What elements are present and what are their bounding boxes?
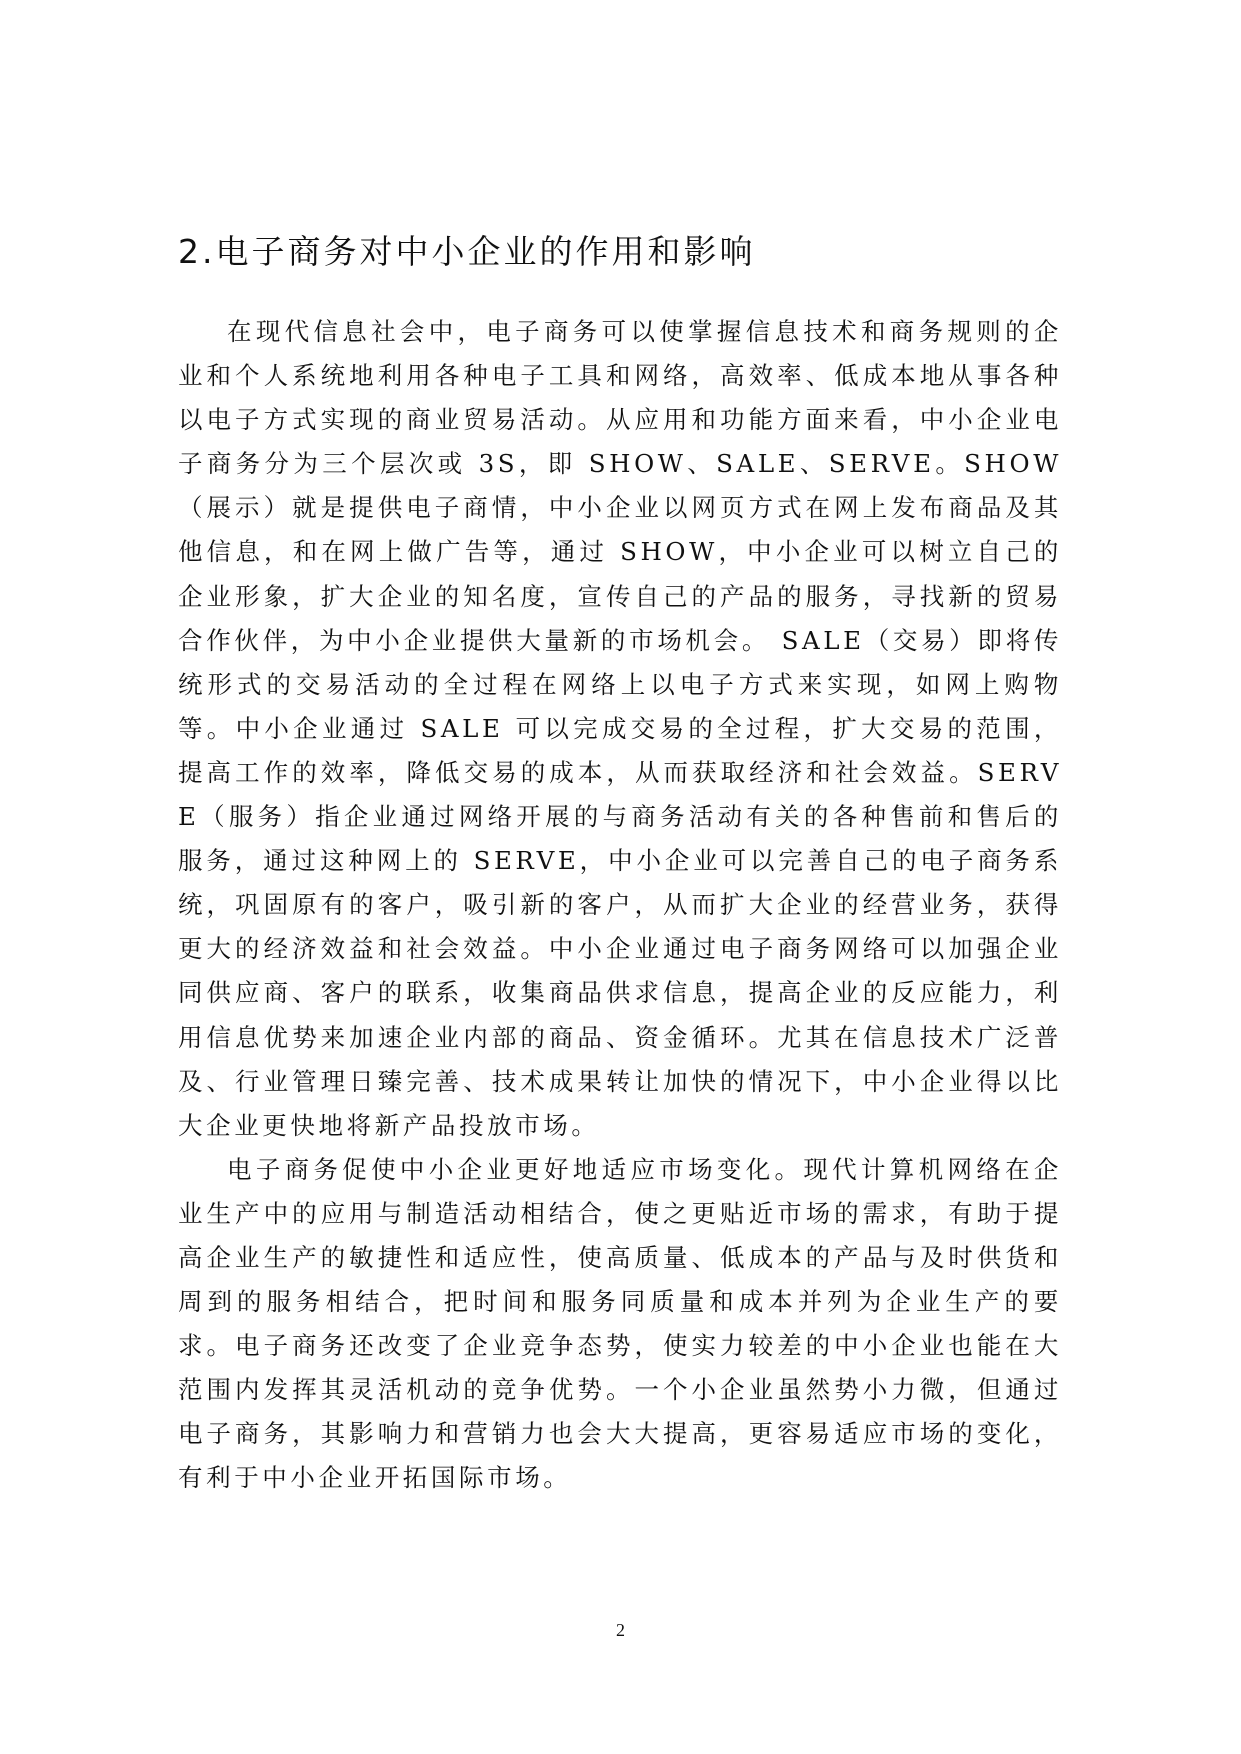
page-number: 2	[616, 1620, 625, 1640]
section-heading: 2.电子商务对中小企业的作用和影响	[178, 232, 756, 271]
paragraph-ecommerce-3s: 在现代信息社会中，电子商务可以使掌握信息技术和商务规则的企业和个人系统地利用各种电子工具和网络，高效率、低成本地从事各种以电子方式实现的商业贸易活动。从应用和功能方面来看，中小企业电子商务分为三个层次或 3S，即 SHOW、SALE、SERVE。SHOW（展示）就是提供电子商情，中小企业以网页方式在网上发布商品及其他信息，和在网上做广告等，通过 SHOW，中小企业可以树立自己的企业形象，扩大企业的知名度，宣传自己的产品的服务，寻找新的贸易合作伙伴，为中小企业提供大量新的市场机会。 SALE（交易）即将传统形式的交易活动的全过程在网络上以电子方式来实现，如网上购物等。中小企业通过 SALE 可以完成交易的全过程，扩大交易的范围，提高工作的效率，降低交易的成本，从而获取经济和社会效益。SERVE（服务）指企业通过网络开展的与商务活动有关的各种售前和售后的服务，通过这种网上的 SERVE，中小企业可以完善自己的电子商务系统，巩固原有的客户，吸引新的客户，从而扩大企业的经营业务，获得更大的经济效益和社会效益。中小企业通过电子商务网络可以加强企业同供应商、客户的联系，收集商品供求信息，提高企业的反应能力，利用信息优势来加速企业内部的商品、资金循环。尤其在信息技术广泛普及、行业管理日臻完善、技术成果转让加快的情况下，中小企业得以比大企业更快地将新产品投放市场。	[178, 317, 1062, 1140]
paragraph-market-adaptation: 电子商务促使中小企业更好地适应市场变化。现代计算机网络在企业生产中的应用与制造活动相结合，使之更贴近市场的需求，有助于提高企业生产的敏捷性和适应性，使高质量、低成本的产品与及时供货和周到的服务相结合，把时间和服务同质量和成本并列为企业生产的要求。电子商务还改变了企业竞争态势，使实力较差的中小企业也能在大范围内发挥其灵活机动的竞争优势。一个小企业虽然势小力微，但通过电子商务，其影响力和营销力也会大大提高，更容易适应市场的变化，有利于中小企业开拓国际市场。	[178, 1154, 1062, 1493]
body-text	[178, 310, 1062, 1501]
